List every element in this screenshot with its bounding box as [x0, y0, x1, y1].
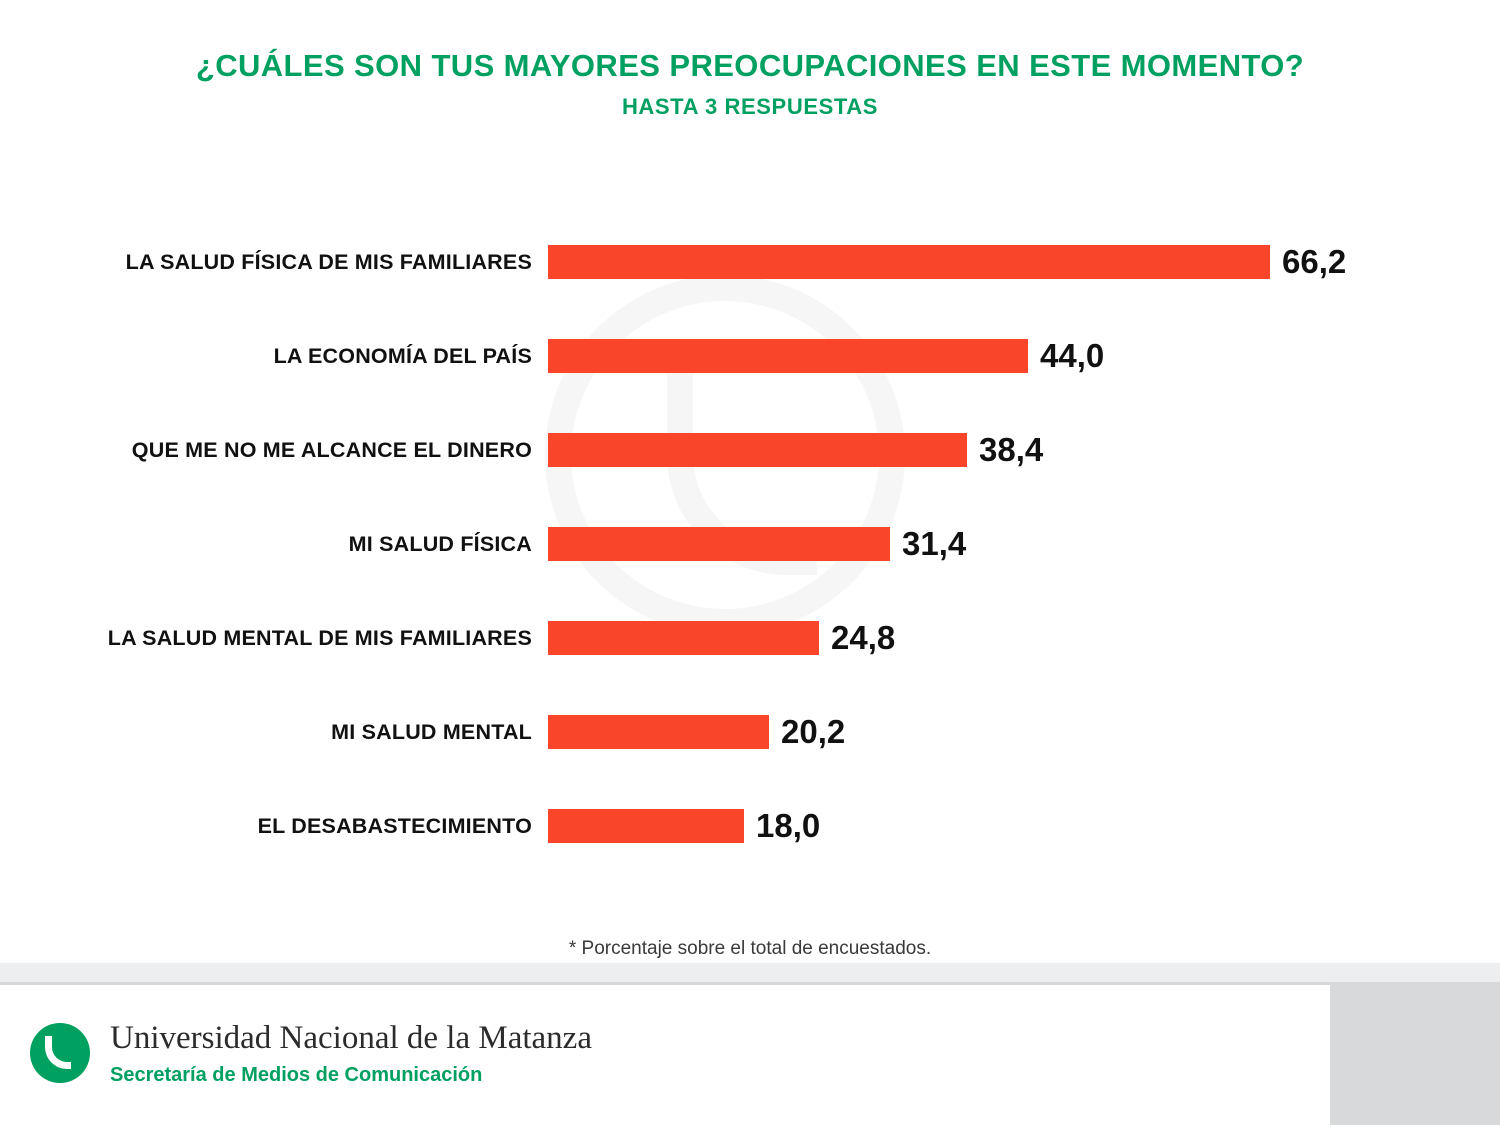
bar-area	[548, 309, 1440, 403]
bar	[548, 339, 1028, 373]
chart-row	[0, 685, 1440, 779]
category-label: LA SALUD MENTAL DE MIS FAMILIARES	[107, 625, 532, 650]
bar-area	[548, 497, 1440, 591]
bar	[548, 715, 769, 749]
unlam-logo-icon	[30, 1023, 90, 1083]
bar-value-label: 24,8	[831, 619, 896, 656]
chart-row	[0, 403, 1440, 497]
bar-area	[548, 215, 1440, 309]
chart-row	[0, 779, 1440, 873]
footer-text	[110, 1020, 592, 1087]
bar-value-label: 44,0	[1040, 337, 1105, 374]
bar	[548, 527, 890, 561]
bar	[548, 621, 819, 655]
corner-grey-shape	[1330, 983, 1500, 1125]
department-name: Secretaría de Medios de Comunicación	[110, 1064, 483, 1086]
chart-row	[0, 591, 1440, 685]
bar-value-label: 18,0	[756, 807, 821, 844]
category-label: EL DESABASTECIMIENTO	[257, 813, 532, 838]
bar-value-label: 31,4	[902, 525, 967, 562]
category-label: LA SALUD FÍSICA DE MIS FAMILIARES	[125, 249, 532, 274]
chart-row	[0, 497, 1440, 591]
corner-decoration	[1330, 983, 1500, 1125]
bar	[548, 433, 967, 467]
bar-value-label: 66,2	[1282, 243, 1347, 280]
bar-area	[548, 779, 1440, 873]
chart-footnote: * Porcentaje sobre el total de encuestados.	[568, 938, 932, 959]
chart-row	[0, 215, 1440, 309]
university-name: Universidad Nacional de la Matanza	[110, 1019, 592, 1056]
category-label: QUE ME NO ME ALCANCE EL DINERO	[131, 437, 532, 462]
bar-area	[548, 403, 1440, 497]
page-subtitle: HASTA 3 RESPUESTAS	[621, 94, 879, 119]
bar	[548, 245, 1270, 279]
bar	[548, 809, 744, 843]
bar-value-label: 38,4	[979, 431, 1044, 468]
bar-area	[548, 685, 1440, 779]
category-label: MI SALUD MENTAL	[331, 719, 532, 744]
category-label: MI SALUD FÍSICA	[348, 531, 532, 556]
category-label: LA ECONOMÍA DEL PAÍS	[273, 343, 532, 368]
footer	[0, 982, 1500, 1125]
page-title: ¿CUÁLES SON TUS MAYORES PREOCUPACIONES EN ESTE MOMENTO?	[195, 48, 1305, 83]
bar-value-label: 20,2	[781, 713, 846, 750]
bar-area	[548, 591, 1440, 685]
bar-chart	[0, 215, 1440, 875]
chart-row	[0, 309, 1440, 403]
